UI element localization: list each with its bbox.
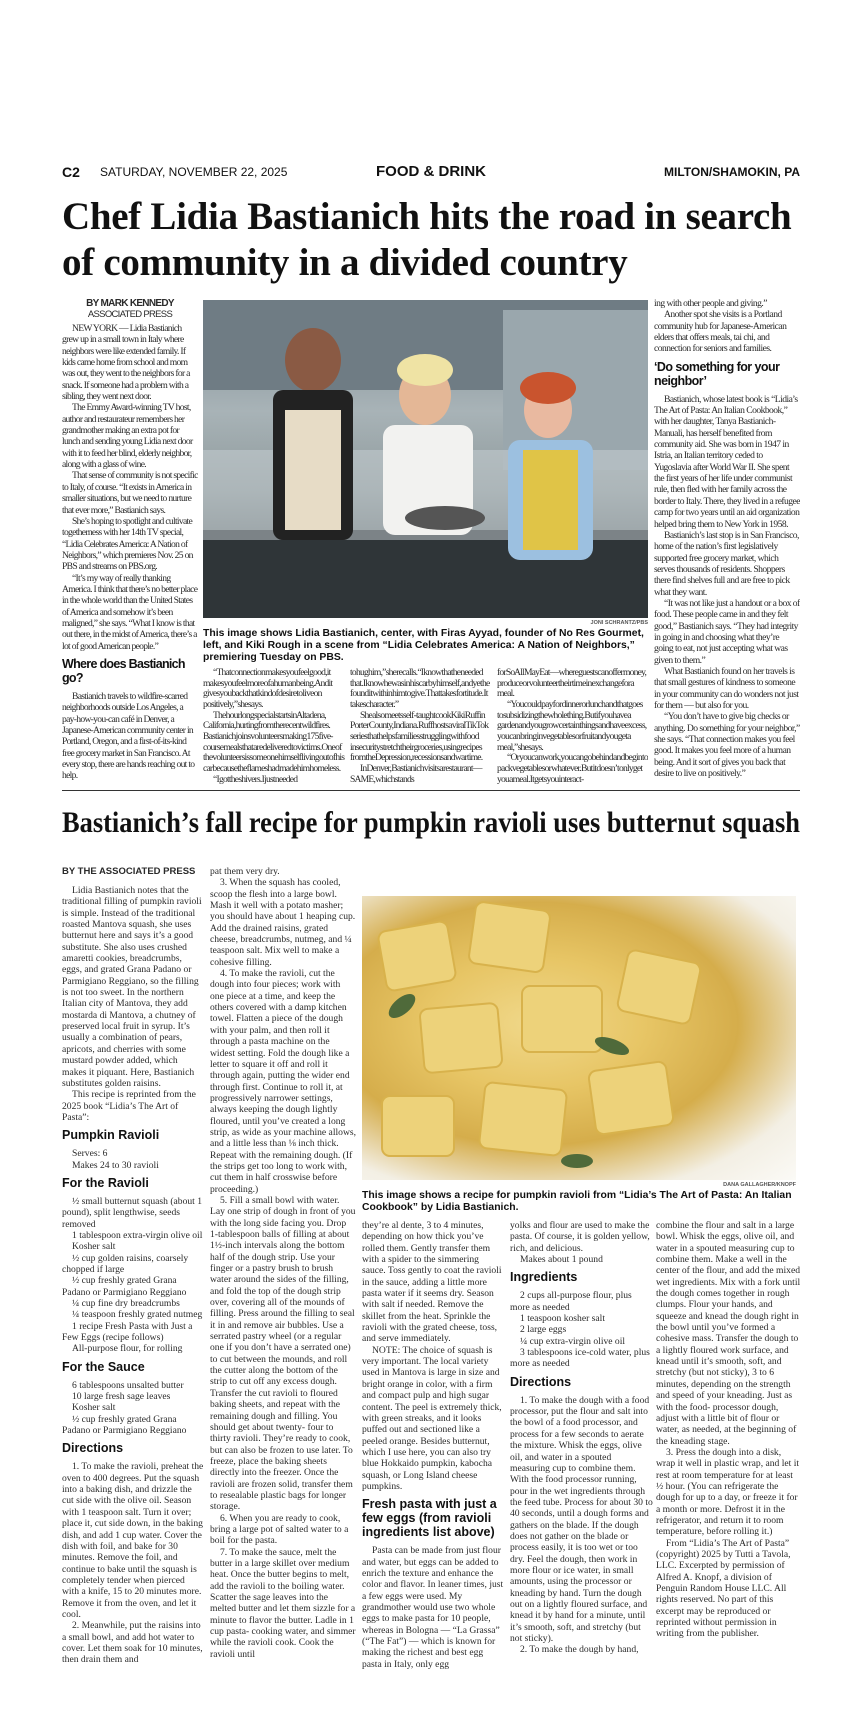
ingredient-line: Kosher salt: [72, 1402, 116, 1414]
paragraph: This recipe is reprinted from the 2025 book “Lidia’s The Art of Pasta”:: [62, 1089, 196, 1123]
page-folio: [62, 164, 800, 184]
story1-byline: [62, 298, 198, 320]
story2-caption: This image shows a recipe for pumpkin ravioli from “Lidia’s The Art of Pasta: An Italian Cookbook” by Lidia Bastianich.: [362, 1190, 792, 1213]
story1-col-2: [203, 668, 345, 785]
story1-col-1: [62, 298, 198, 784]
ingredient-line: Makes about 1 pound: [520, 1254, 603, 1266]
paragraph: 3. When the squash has cooled, scoop the flesh into a large bowl. Mash it well with a potato masher; you should have about 1 heaping cup. Add the drained raisins, grated cheese, breadcrumbs, nutmeg, and ¼ teaspoon salt. Mix well to make a cohesive filling.: [210, 877, 356, 968]
paragraph: Bastianich’s last stop is in San Francisco, home of the nation’s first legislatively supported free grocery market, which serves thousands of residents. Shoppers there find shelves full and are free to pick what they want.: [654, 529, 799, 598]
paragraph: “You could pay for dinner or lunch and that goes to subsidizing the whole thing. But if you have a garden and you grow certain things and have excess, you can bring in vegetables or fruit and you get a meal,” she says.: [497, 698, 647, 753]
ingredient-line: 10 large fresh sage leaves: [72, 1391, 171, 1403]
subhead: Where does Bastianich go?: [62, 656, 185, 685]
paragraph: 2. To make the dough by hand,: [520, 1644, 639, 1656]
story1-caption: This image shows Lidia Bastianich, center, with Firas Ayyad, founder of No Res Gourmet, left, and Kiki Rough in a scene from “Lidia Celebrates America: A Nation of Neighbors,” premiering Tuesday on PBS.: [203, 628, 644, 663]
ingredient-line: 1 tablespoon extra-virgin olive oil: [72, 1229, 203, 1241]
ingredient-line: ½ cup golden raisins, coarsely chopped if large: [62, 1252, 189, 1275]
edition-location: MILTON/SHAMOKIN, PA: [664, 165, 800, 179]
ingredient-line: Kosher salt: [72, 1241, 116, 1253]
subhead: Ingredients: [510, 1270, 578, 1285]
ingredient-line: 1 teaspoon kosher salt: [520, 1313, 605, 1325]
story1-photo-credit: JONI SCHRANTZ/PBS: [590, 620, 648, 626]
continued-paragraph: yolks and flour are used to make the pasta. Of course, it is golden yellow, rich, and delicious.: [510, 1220, 650, 1254]
story1-col-3: [350, 668, 492, 785]
column-body: [62, 885, 204, 1666]
subhead: For the Sauce: [62, 1359, 145, 1374]
subhead: Fresh pasta with just a few eggs (from ravioli ingredients list above): [362, 1497, 497, 1540]
ingredient-line: ¼ teaspoon freshly grated nutmeg: [72, 1309, 203, 1321]
paragraph: The hourlong special starts in Altadena, California, hurting from the recent wildfires. Bastianich joins volunteers making 175 five-course meals that are delivered to victims. One of the volunteers is someone himself living out of his car because the flames had made him homeless.: [203, 709, 345, 774]
story2-headline: Bastianich’s fall recipe for pumpkin ravioli uses butternut squash: [62, 806, 800, 839]
subhead: Directions: [62, 1441, 124, 1456]
paragraph: 1. To make the dough with a food processor, put the flour and salt into the bowl of a food processor, and process for a few seconds to aerate the mixture. Whisk the eggs, olive oil, and water in a spouted measuring cup to combine them. With the food processor running, pour in the wet ingredients through the feed tube. Process for about 30 to 40 seconds, until a dough forms and gathers on the blade. If the dough does not gather on the blade or process easily, it is too wet or too dry. Feel the dough, then work in more flour or ice water, in small amounts, using the processor or kneading by hand. Turn the dough out on a lightly floured surface, and knead it by hand for a minute, until it’s smooth, soft, and stretchy (but not sticky).: [510, 1394, 653, 1644]
story2-col-5: [656, 1220, 802, 1675]
story2-photo: [362, 896, 796, 1180]
paragraph: 7. To make the sauce, melt the butter in a large skillet over medium heat. Once the butter begins to melt, add the ravioli to the boiling water. Scatter the sage leaves into the melted butter and let them sizzle for a minute to flavor the butter. Ladle in 1 cup pasta- cooking water, and simmer while the ravioli cook. Cook the ravioli until: [210, 1546, 356, 1660]
story2-photo-credit: DANA GALLAGHER/KNOPF: [723, 1182, 796, 1188]
paragraph: Pasta can be made from just flour and water, but eggs can be added to enrich the texture and enhance the color and flavor. In leaner times, just a few eggs were used. My grandmother would use two whole eggs to make pasta for 10 people, whereas in Bologna — “La Grassa” (“The Fat”) — which is known for making the richest and best egg pasta in Italy, only egg: [362, 1545, 504, 1670]
story1-photo: [203, 300, 648, 618]
paragraph: That sense of community is not specific to Italy, of course. “It exists in America in smaller situations, but we need to nurture that ever more,” Bastianich says.: [62, 470, 198, 516]
story2-col-3: [362, 1220, 505, 1675]
paragraph: 1. To make the ravioli, preheat the oven to 400 degrees. Put the squash into a baking dish, and drizzle the cut side with the olive oil. Season with 1 teaspoon salt. Turn it over; place it, cut side down, in the baking dish, and add 1 cup water. Cover the dish with foil, and bake for 30 minutes. Remove the foil, and continue to bake until the squash is completely tender when pierced with a knife, 15 to 20 minutes more. Remove it from the oven, and let it cool.: [62, 1461, 204, 1620]
ingredient-line: Serves: 6: [72, 1148, 108, 1160]
paragraph: 4. To make the ravioli, cut the dough into four pieces; work with one piece at a time, and keep the others covered with a damp kitchen towel. Flatten a piece of the dough with your palm, and then roll it through a pasta machine on the widest setting. Fold the dough like a letter to square it off and roll it through again, putting the wider end through first. Continue to roll it, at progressively narrower settings, always keeping the dough lightly floured, until you’ve created a long strip, as wide as your machine allows, and a little less than ⅛ inch thick. Repeat with the remaining dough. (If the strips get too long to work with, cut them in half crosswise before proceeding.): [210, 968, 356, 1195]
ingredient-line: 3 tablespoons ice-cold water, plus more as needed: [510, 1347, 650, 1370]
column-body: [62, 323, 198, 782]
story1-col-4: [497, 668, 648, 785]
story1-col-5: [654, 298, 800, 784]
continued-paragraph: to hug him,” she recalls. “I know that he needed that. I know he was in his car by himself, and yet he found it within him to give. That takes fortitude. It takes character.”: [350, 668, 490, 710]
paragraph: “I got the shivers. I just needed: [213, 773, 298, 785]
story1-headline: Chef Lidia Bastianich hits the road in search of community in a divided country: [62, 195, 792, 284]
ingredient-line: ½ cup freshly grated Grana Padano or Parmigiano Reggiano: [62, 1275, 187, 1298]
ingredient-line: ¼ cup fine dry breadcrumbs: [72, 1298, 180, 1309]
ingredient-line: ½ cup freshly grated Grana Padano or Parmigiano Reggiano: [62, 1413, 187, 1437]
continued-paragraph: pat them very dry.: [210, 866, 280, 877]
ingredient-line: ¼ cup extra-virgin olive oil: [520, 1335, 626, 1347]
paragraph: “Or you can work, you can go behind and begin to pack vegetables or whatever. But it doesn’t only get you a meal. It gets you interact-: [497, 752, 648, 785]
paragraph: “That connection makes you feel good, it makes you feel more of a human being. And it gives you back that kind of desire to live on positively,” she says.: [203, 668, 333, 710]
story2-col-4: [510, 1220, 653, 1675]
ingredient-line: 6 tablespoons unsalted butter: [72, 1379, 184, 1391]
ingredient-line: 2 large eggs: [520, 1324, 567, 1336]
subhead: ‘Do something for your neighbor’: [654, 359, 780, 388]
kitchen-scene-illustration: [203, 300, 648, 618]
paragraph: What Bastianich found on her travels is that small gestures of kindness to someone in your community can do wonders not just for them — but also for you.: [654, 665, 799, 711]
story2-byline: BY THE ASSOCIATED PRESS: [62, 866, 196, 877]
story2-col-1: [62, 866, 204, 1671]
story2-col-2: [210, 866, 356, 1671]
paragraph: She also meets self-taught cook Kiki Ruff in Porter County, Indiana. Ruff hosts a viral TikTok series that helps families struggling with food insecurity stretch their groceries, using recipes from the Depression, recessions and wartime.: [350, 709, 489, 764]
ingredient-line: Makes 24 to 30 ravioli: [72, 1159, 159, 1171]
paragraph: From “Lidia’s The Art of Pasta” (copyright) 2025 by Tutti a Tavola, LLC. Excerpted by permission of Alfred A. Knopf, a division of Penguin Random House LLC. All rights reserved. No part of this excerpt may be reproduced or reprinted without permission in writing from the publisher.: [656, 1537, 791, 1640]
ravioli-illustration: [362, 896, 796, 1180]
paragraph: Another spot she visits is a Portland community hub for Japanese-American elders that offers meals, tai chi, and connection for seniors and families.: [654, 309, 787, 355]
edition-date: SATURDAY, NOVEMBER 22, 2025: [100, 165, 288, 179]
paragraph: 3. Press the dough into a disk, wrap it well in plastic wrap, and let it rest at room temperature for at least ½ hour. (You can refrigerate the dough for up to a day, or freeze it for a month or more. Defrost it in the refrigerator, and return it to room temperature, before rolling it.): [656, 1446, 800, 1538]
paragraph: “It was not like just a handout or a box of food. These people came in and they felt good,” Bastianich says. “They had integrity in going in and choosing what they’re going to eat, not just accepting what was given to them.”: [654, 597, 800, 666]
subhead: For the Ravioli: [62, 1175, 149, 1190]
subhead: Pumpkin Ravioli: [62, 1128, 160, 1143]
page-number: C2: [62, 164, 80, 180]
continued-paragraph: they’re al dente, 3 to 4 minutes, depending on how thick you’ve rolled them. Gently transfer them with a spider to the simmering sauce. Toss gently to coat the ravioli in the sauce, adding a little more pasta water if it seems dry. Season with salt if needed. Remove the skillet from the heat. Sprinkle the ravioli with the grated cheese, toss, and serve immediately.: [362, 1220, 502, 1345]
paragraph: 5. Fill a small bowl with water. Lay one strip of dough in front of you with the long side facing you. Drop 1-tablespoon balls of filling at about 1½-inch intervals along the bottom half of the dough strip. Use your finger or a pastry brush to brush water around the sides of the filling, and fold the top of the dough strip over, covering all of the mounds of filling. Press around the filling to seal it in and remove air bubbles. Use a serrated pastry wheel (or a regular one if you don’t have a serrated one) to cut between the mounds, and roll the cutter along the bottom of the strip to cut off any excess dough. Transfer the cut ravioli to floured baking sheets, and repeat with the remaining dough and filling. You should get about twenty- four to thirty ravioli. They’re ready to cook, but can also be frozen to use later. To freeze, place the baking sheets directly into the freezer. Once the ravioli are frozen solid, transfer them to resealable plastic bags for longer storage.: [210, 1194, 356, 1513]
paragraph: Bastianich travels to wildfire-scarred neighborhoods outside Los Angeles, a pay-how-you-can café in Denver, a Japanese-American community center in Portland, Oregon, and a first-of-its-kind free grocery market in San Francisco. At every stop, there are hands reaching out to help.: [62, 690, 195, 782]
paragraph: She’s hoping to spotlight and cultivate togetherness with her 14th TV special, “Lidia Celebrates America: A Nation of Neighbors,” which premieres Nov. 25 on PBS and streams on PBS.org.: [62, 515, 193, 573]
section-name: FOOD & DRINK: [376, 163, 486, 180]
continued-paragraph: for So All May Eat — where guests can offer money, produce or volunteer their time in exchange for a meal.: [497, 668, 647, 700]
paragraph: 2. Meanwhile, put the raisins into a small bowl, and add hot water to cover. Let them soak for 10 minutes, then drain them and: [62, 1620, 203, 1666]
ingredient-line: 2 cups all-purpose flour, plus more as needed: [510, 1290, 632, 1313]
byline-agency: ASSOCIATED PRESS: [87, 309, 173, 320]
ingredient-line: ½ small butternut squash (about 1 pound), split lengthwise, seeds removed: [62, 1195, 203, 1230]
paragraph: The Emmy Award-winning TV host, author and restaurateur remembers her grandmother making an extra pot for lunch and sending young Lidia next door with it to feed her blind, elderly neighbor, along with a glass of wine.: [62, 402, 193, 471]
paragraph: In Denver, Bastianich visits a restaurant — SAME, which stands: [350, 762, 482, 785]
paragraph: “You don’t have to give big checks or anything. Do something for your neighbor,” she says. “That connection makes you feel good. It makes you feel more of a human being. And it sort of gives you back that desire to live on positively.”: [654, 711, 800, 780]
paragraph: Bastianich, whose latest book is “Lidia’s The Art of Pasta: An Italian Cookbook,” with her daughter, Tanya Bastianich-Manuali, has herself benefited from community aid. She was born in 1947 in Istria, an Italian territory ceded to Yugoslavia after World War II. She spent the first years of her life under communist rule, then fled with her family across the border to Italy. There, they lived in a refugee camp for two years until an aid organization helped bring them to New York in 1958.: [654, 393, 800, 530]
paragraph: NOTE: The choice of squash is very important. The local variety used in Mantova is large in size and bright orange in color, with a firm and compact pulp and high sugar content. The peel is extremely thick, with green streaks, and it looks puffed out and sectioned like a peeled orange. Besides butternut, which I use here, you can also try blue Hokkaido pumpkin, kabocha squash, or Long Island cheese pumpkins.: [362, 1344, 502, 1492]
section-divider: [62, 790, 800, 791]
byline-author: BY MARK KENNEDY: [86, 298, 174, 309]
paragraph: “It’s my way of really thanking America. I think that there’s no better place in the whole world than the United States of America and somehow it’s been maligned,” she says. “What I know is that out there, in the midst of America, there’s a lot of good American people.”: [62, 572, 198, 652]
subhead: Directions: [510, 1374, 572, 1389]
paragraph: NEW YORK — Lidia Bastianich grew up in a small town in Italy where neighbors were like extended family. If kids came home from school and mom was out, they went to the neighbors for a snack. If someone had a problem with a sibling, they went next door.: [62, 323, 190, 403]
ingredient-line: All-purpose flour, for rolling: [72, 1343, 183, 1355]
continued-paragraph: combine the flour and salt in a large bowl. Whisk the eggs, olive oil, and water in a spouted measuring cup to combine them. Make a well in the center of the flour, and add the mixed wet ingredients. Mix with a fork until the dough comes together in rough clumps. Flour your hands, and squeeze and knead the dough right in the bowl until you’ve formed a cohesive mass. Transfer the dough to a lightly floured work surface, and knead until it’s smooth, soft, and stretchy (but not sticky), 3 to 6 minutes, depending on the strength and speed of your kneading. Just as with the food- processor dough, adjust with a little bit of flour or water, as needed, at the beginning of the kneading stage.: [656, 1220, 801, 1447]
paragraph: Lidia Bastianich notes that the traditional filling of pumpkin ravioli is simple. Instead of the traditional roasted Mantova squash, she uses butternut here and says it’s a good substitute. She also uses crushed amaretti cookies, breadcrumbs, eggs, and grated Grana Padano or Parmigiano Reggiano, so the filling is not too sweet. In the northern Italian city of Mantova, they add mostarda di Mantova, a chutney of preserved local fruit in syrup. It’s usually a combination of pears, apricots, and cherries with some mustard powder added, which makes it piquant. Here, Bastianich substitutes golden raisins.: [62, 885, 202, 1089]
ingredient-line: 1 recipe Fresh Pasta with Just a Few Eggs (recipe follows): [62, 1320, 193, 1344]
paragraph: 6. When you are ready to cook, bring a large pot of salted water to a boil for the pasta.: [210, 1512, 349, 1547]
continued-paragraph: ing with other people and giving.”: [654, 298, 767, 309]
